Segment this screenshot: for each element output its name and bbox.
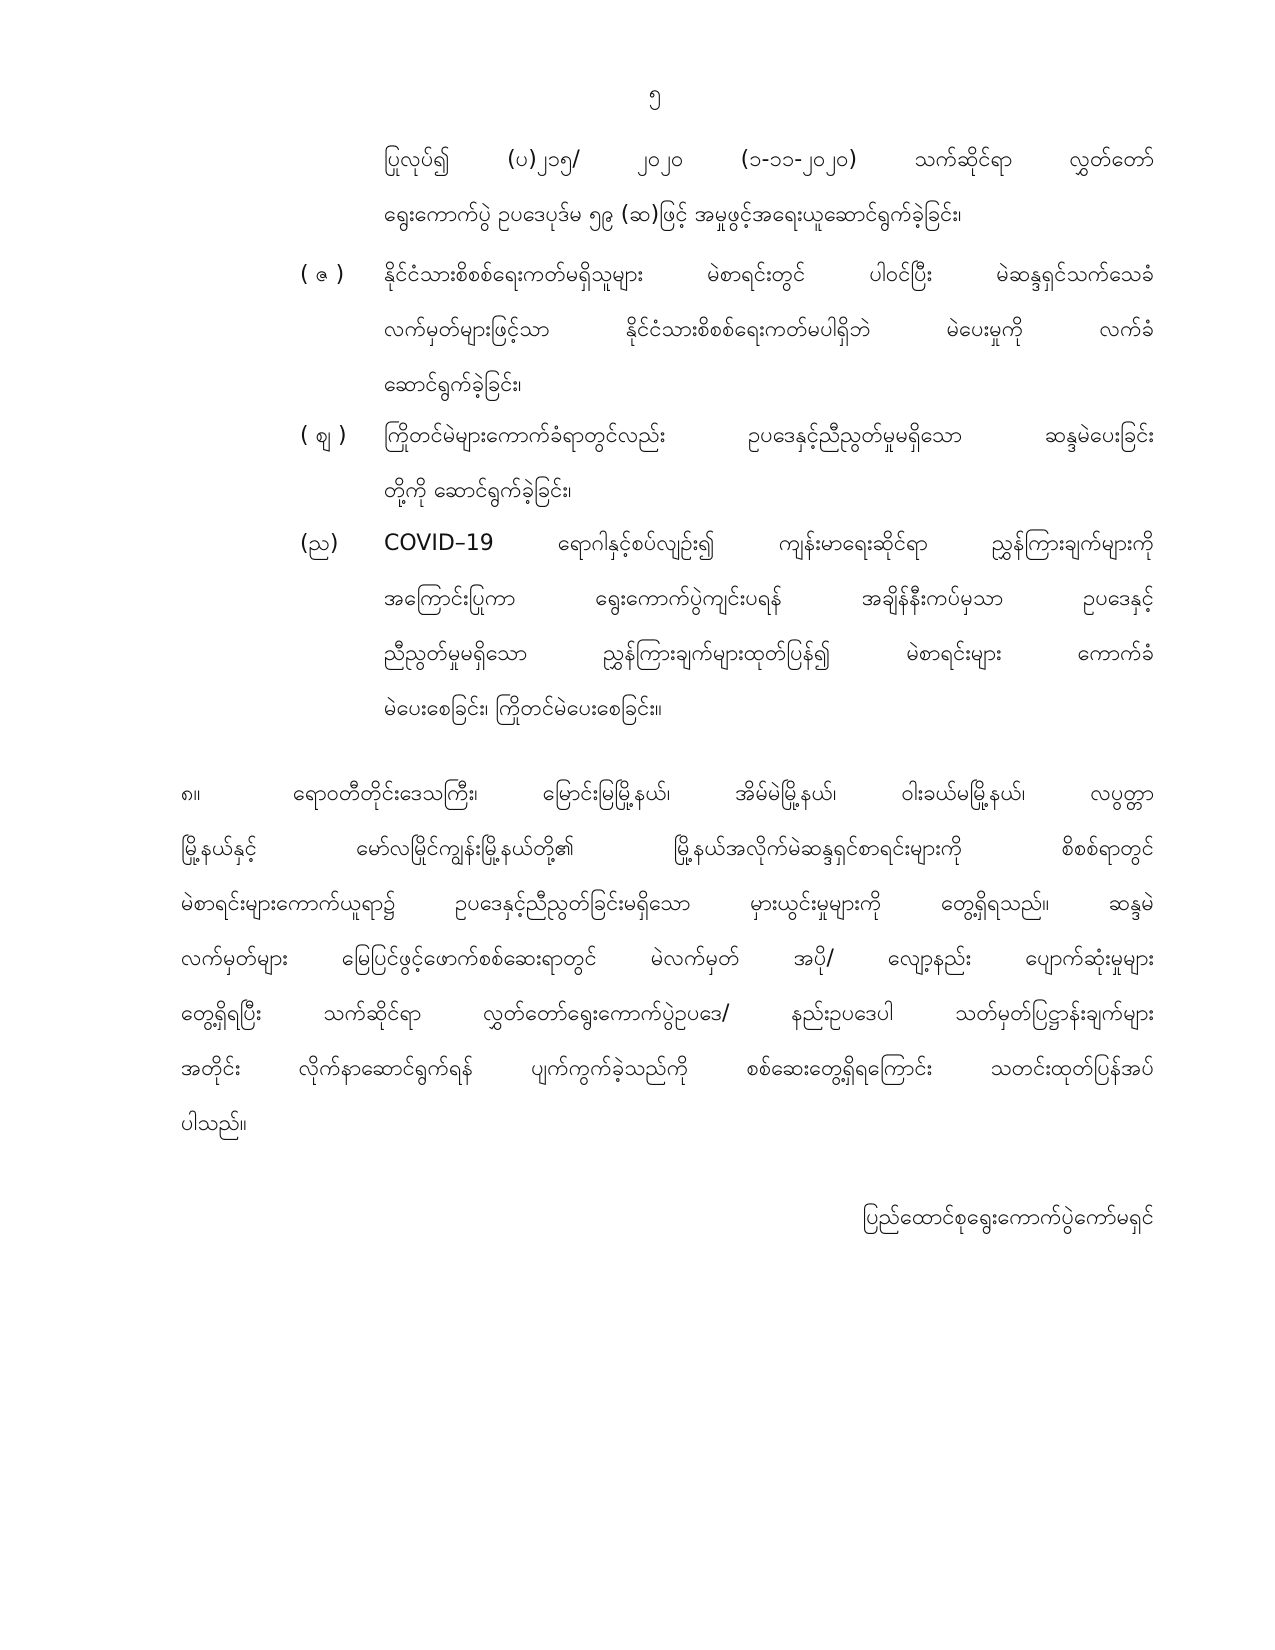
item-line: လက်မှတ်များဖြင့်သာ နိုင်ငံသားစိစစ်ရေးကတ်မပါရှိဘဲ မဲပေးမှုကို လက်ခံ <box>384 317 1154 342</box>
section-8-paragraph <box>181 766 1154 1151</box>
signature-authority: ပြည်ထောင်စုရွေးကောက်ပွဲကော်မရှင် <box>862 1205 1154 1230</box>
item-line: ဆောင်ရွက်ခဲ့ခြင်း၊ <box>384 372 522 397</box>
item-marker-zha: ( ဇ ) <box>300 262 345 287</box>
paragraph-line: မြို့နယ်နှင့် မော်လမြိုင်ကျွန်းမြို့နယ်တို့၏ မြို့နယ်အလိုက်မဲဆန္ဒရှင်စာရင်းများကို စိစစ်ရာတွင် <box>181 836 1154 861</box>
continuation-paragraph <box>384 132 1154 242</box>
item-line: မဲပေးစေခြင်း၊ ကြိုတင်မဲပေးစေခြင်း။ <box>384 696 662 721</box>
paragraph-line: ပါသည်။ <box>181 1111 247 1136</box>
item-line: COVID–19 ရောဂါနှင့်စပ်လျဉ်း၍ ကျန်းမာရေးဆိုင်ရာ ညွှန်ကြားချက်များကို <box>384 531 1154 556</box>
item-text-nya <box>384 516 1154 736</box>
item-line: ကြိုတင်မဲများကောက်ခံရာတွင်လည်း ဥပဒေနှင့်ညီညွတ်မှုမရှိသော ဆန္ဒမဲပေးခြင်း <box>384 423 1154 448</box>
page-number: ၅ <box>648 81 662 106</box>
item-line: အကြောင်းပြုကာ ရွေးကောက်ပွဲကျင်းပရန် အချိန်နီးကပ်မှသာ ဥပဒေနှင့် <box>384 586 1154 611</box>
item-line: နိုင်ငံသားစိစစ်ရေးကတ်မရှိသူများ မဲစာရင်းတွင် ပါဝင်ပြီး မဲဆန္ဒရှင်သက်သေခံ <box>384 262 1154 287</box>
paragraph-line: ရွေးကောက်ပွဲ ဥပဒေပုဒ်မ ၅၉ (ဆ)ဖြင့် အမှုဖွင့်အရေးယူဆောင်ရွက်ခဲ့ခြင်း၊ <box>384 202 962 227</box>
section-number: ၈။ <box>181 781 201 806</box>
item-text-jha <box>384 408 1154 518</box>
paragraph-line: လက်မှတ်များ မြေပြင်ဖွင့်ဖောက်စစ်ဆေးရာတွင် မဲလက်မှတ် အပို/ လျော့နည်း ပျောက်ဆုံးမှုများ <box>181 946 1154 971</box>
item-marker-jha: ( ဈ ) <box>300 423 347 448</box>
paragraph-line: ပြုလုပ်၍ (ပ)၂၁၅/ ၂၀၂၀ (၁-၁၁-၂၀၂၀) သက်ဆိုင်ရာ လွှတ်တော် <box>384 147 1154 172</box>
paragraph-line: အတိုင်း လိုက်နာဆောင်ရွက်ရန် ပျက်ကွက်ခဲ့သည်ကို စစ်ဆေးတွေ့ရှိရကြောင်း သတင်းထုတ်ပြန်အပ် <box>181 1056 1154 1081</box>
paragraph-line-text: ရောဝတီတိုင်းဒေသကြီး၊ မြောင်းမြမြို့နယ်၊ အိမ်မဲမြို့နယ်၊ ဝါးခယ်မမြို့နယ်၊ လပွတ္တာ <box>293 781 1154 806</box>
paragraph-line <box>181 766 1154 821</box>
item-line: ညီညွတ်မှုမရှိသော ညွှန်ကြားချက်များထုတ်ပြန်၍ မဲစာရင်းများ ကောက်ခံ <box>384 641 1154 666</box>
item-text-zha <box>384 247 1154 412</box>
paragraph-line: တွေ့ရှိရပြီး သက်ဆိုင်ရာ လွှတ်တော်ရွေးကောက်ပွဲဥပဒေ/ နည်းဥပဒေပါ သတ်မှတ်ပြဋ္ဌာန်းချက်များ <box>181 1001 1154 1026</box>
item-marker-nya: (ည) <box>300 531 339 556</box>
paragraph-line: မဲစာရင်းများကောက်ယူရာ၌ ဥပဒေနှင့်ညီညွတ်ခြင်းမရှိသော မှားယွင်းမှုများကို တွေ့ရှိရသည်။ ဆန္ဒမဲ <box>181 891 1154 916</box>
item-line: တို့ကို ဆောင်ရွက်ခဲ့ခြင်း၊ <box>384 478 572 503</box>
